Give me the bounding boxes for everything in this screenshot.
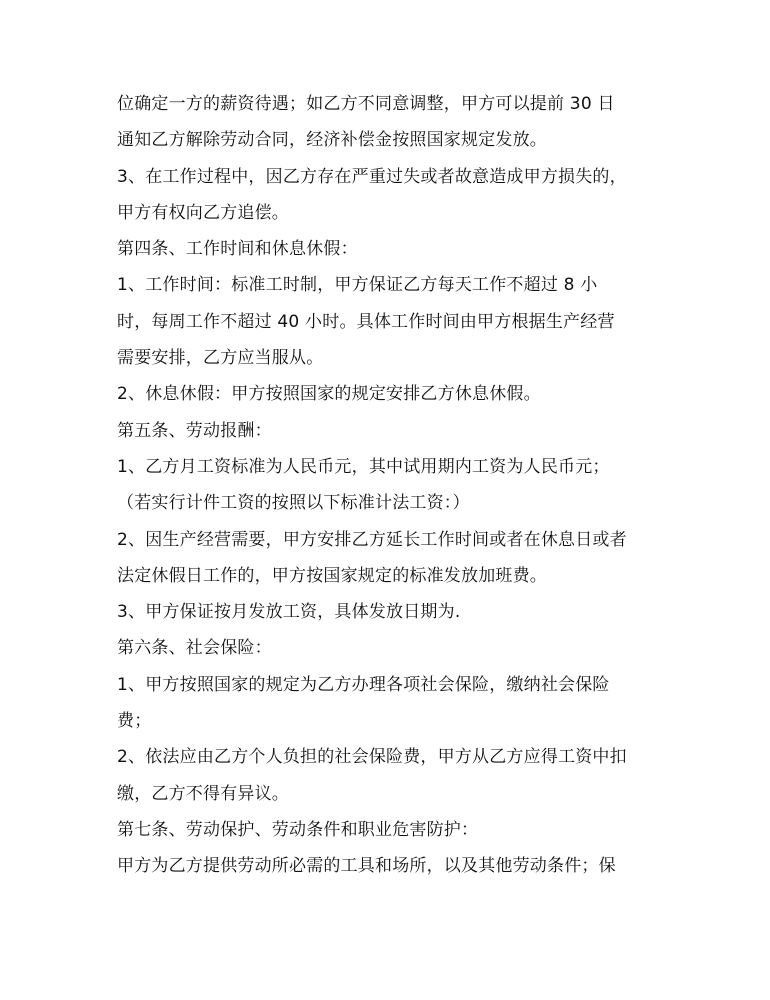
section-heading: 第六条、社会保险： xyxy=(117,638,272,659)
text-line: 法定休假日工作的，甲方按国家规定的标准发放加班费。 xyxy=(117,565,547,586)
text-line: 2、休息休假：甲方按照国家的规定安排乙方休息休假。 xyxy=(117,384,541,405)
text-line: 3、在工作过程中，因乙方存在严重过失或者故意造成甲方损失的， xyxy=(117,166,627,187)
text-line: 甲方有权向乙方追偿。 xyxy=(117,202,289,223)
section-heading: 第七条、劳动保护、劳动条件和职业危害防护： xyxy=(117,819,479,840)
text-line: 位确定一方的薪资待遇；如乙方不同意调整，甲方可以提前 30 日 xyxy=(117,94,615,114)
text-line: 1、甲方按照国家的规定为乙方办理各项社会保险，缴纳社会保险 xyxy=(117,674,610,695)
text-line: 时，每周工作不超过 40 小时。具体工作时间由甲方根据生产经营 xyxy=(117,311,615,332)
document-body xyxy=(117,86,677,885)
text-line: 2、依法应由乙方个人负担的社会保险费，甲方从乙方应得工资中扣 xyxy=(117,747,627,768)
text-line: 缴，乙方不得有异议。 xyxy=(117,783,289,804)
text-line: 费； xyxy=(117,711,152,732)
text-line: 1、工作时间：标准工时制，甲方保证乙方每天工作不超过 8 小 xyxy=(117,275,598,296)
text-line: 通知乙方解除劳动合同，经济补偿金按照国家规定发放。 xyxy=(117,130,547,151)
text-line: （若实行计件工资的按照以下标准计法工资：） xyxy=(117,493,470,514)
text-line: 3、甲方保证按月发放工资，具体发放日期为. xyxy=(117,602,461,623)
section-heading: 第四条、工作时间和休息休假： xyxy=(117,239,358,260)
text-line: 甲方为乙方提供劳动所必需的工具和场所，以及其他劳动条件；保 xyxy=(117,856,616,877)
text-line: 1、乙方月工资标准为人民币元，其中试用期内工资为人民币元； xyxy=(117,456,610,477)
text-line: 需要安排，乙方应当服从。 xyxy=(117,348,324,369)
text-line: 2、因生产经营需要，甲方安排乙方延长工作时间或者在休息日或者 xyxy=(117,529,627,550)
section-heading: 第五条、劳动报酬： xyxy=(117,420,272,441)
